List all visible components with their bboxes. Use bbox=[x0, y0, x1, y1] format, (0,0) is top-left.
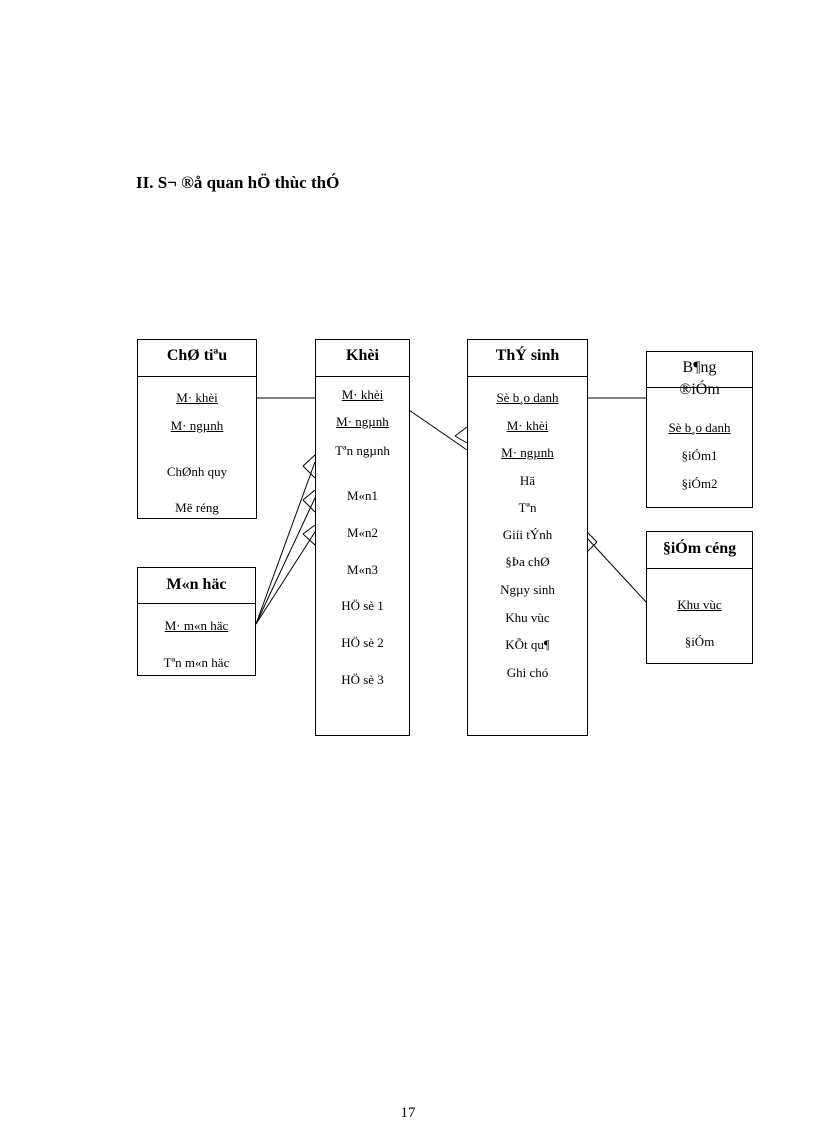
primary-key: M· m«n häc bbox=[164, 618, 229, 633]
primary-key: M· ngµnh bbox=[170, 418, 224, 433]
attribute: Tªn m«n häc bbox=[163, 655, 230, 670]
crowfoot-khoi-1a bbox=[303, 455, 315, 466]
attribute: Ghi chó bbox=[506, 665, 549, 680]
attribute: M«n1 bbox=[346, 488, 379, 503]
entity-chi-tieu bbox=[137, 339, 257, 519]
attribute: §Þa chØ bbox=[505, 554, 550, 569]
primary-key: M· khèi bbox=[506, 418, 549, 433]
primary-key: M· khèi bbox=[176, 390, 218, 405]
divider bbox=[647, 568, 752, 569]
attribute: Giíi tÝnh bbox=[502, 527, 553, 542]
attribute: Ngµy sinh bbox=[500, 582, 555, 597]
crowfoot-thisinh-a bbox=[455, 427, 467, 436]
page-number: 17 bbox=[400, 1105, 416, 1121]
relation-monhoc-khoi-1 bbox=[256, 462, 315, 624]
attribute: M«n3 bbox=[346, 562, 379, 577]
attribute: KÕt qu¶ bbox=[505, 637, 550, 652]
attribute: HÖ sè 2 bbox=[341, 635, 384, 650]
attribute: Më réng bbox=[175, 500, 219, 515]
divider bbox=[138, 376, 256, 377]
attribute: §iÓm bbox=[684, 634, 715, 649]
entity-diem-cong bbox=[646, 531, 753, 664]
divider bbox=[316, 376, 409, 377]
divider bbox=[138, 603, 255, 604]
relation-monhoc-khoi-3 bbox=[256, 532, 315, 624]
entity-khoi bbox=[315, 339, 410, 736]
section-heading: II. S¬ ®å quan hÖ thùc thÓ bbox=[136, 173, 340, 192]
entity-title: ThÝ sinh bbox=[495, 347, 560, 364]
entity-title: ChØ tiªu bbox=[166, 347, 228, 364]
entity-title: §iÓm céng bbox=[662, 540, 737, 557]
attribute: ChØnh quy bbox=[166, 464, 228, 479]
entity-title-line1: B¶ng bbox=[682, 359, 717, 376]
attribute: Hä bbox=[519, 473, 536, 488]
primary-key: Sè b¸o danh bbox=[496, 390, 559, 405]
attribute: Khu vùc bbox=[505, 610, 550, 625]
attribute: Tªn bbox=[518, 500, 537, 515]
entity-thi-sinh bbox=[467, 339, 588, 736]
entity-title-line2: ®iÓm bbox=[679, 381, 720, 398]
primary-key: M· ngµnh bbox=[336, 414, 389, 429]
crowfoot-khoi-3a bbox=[303, 525, 315, 534]
relation-monhoc-khoi-2 bbox=[256, 498, 315, 624]
attribute: §iÓm2 bbox=[681, 476, 718, 491]
attribute: M«n2 bbox=[346, 525, 379, 540]
attribute: HÖ sè 1 bbox=[341, 598, 384, 613]
entity-title: Khèi bbox=[346, 347, 379, 364]
crowfoot-khoi-2a bbox=[303, 490, 315, 500]
entity-bang-diem bbox=[646, 351, 753, 508]
relation-thisinh-diemcong bbox=[587, 538, 646, 602]
primary-key: M· khèi bbox=[341, 387, 384, 402]
crowfoot-thisinh-c bbox=[587, 532, 597, 542]
primary-key: M· ngµnh bbox=[501, 445, 554, 460]
entity-mon-hoc bbox=[137, 567, 256, 676]
primary-key: Khu vùc bbox=[677, 597, 722, 612]
attribute: HÖ sè 3 bbox=[341, 672, 384, 687]
entity-title: M«n häc bbox=[166, 576, 227, 593]
crowfoot-thisinh-b bbox=[455, 436, 467, 443]
attribute: §iÓm1 bbox=[681, 448, 718, 463]
attribute: Tªn ngµnh bbox=[335, 443, 390, 458]
relation-khoi-thisinh bbox=[409, 410, 467, 450]
primary-key: Sè b¸o danh bbox=[668, 420, 731, 435]
divider bbox=[468, 376, 587, 377]
